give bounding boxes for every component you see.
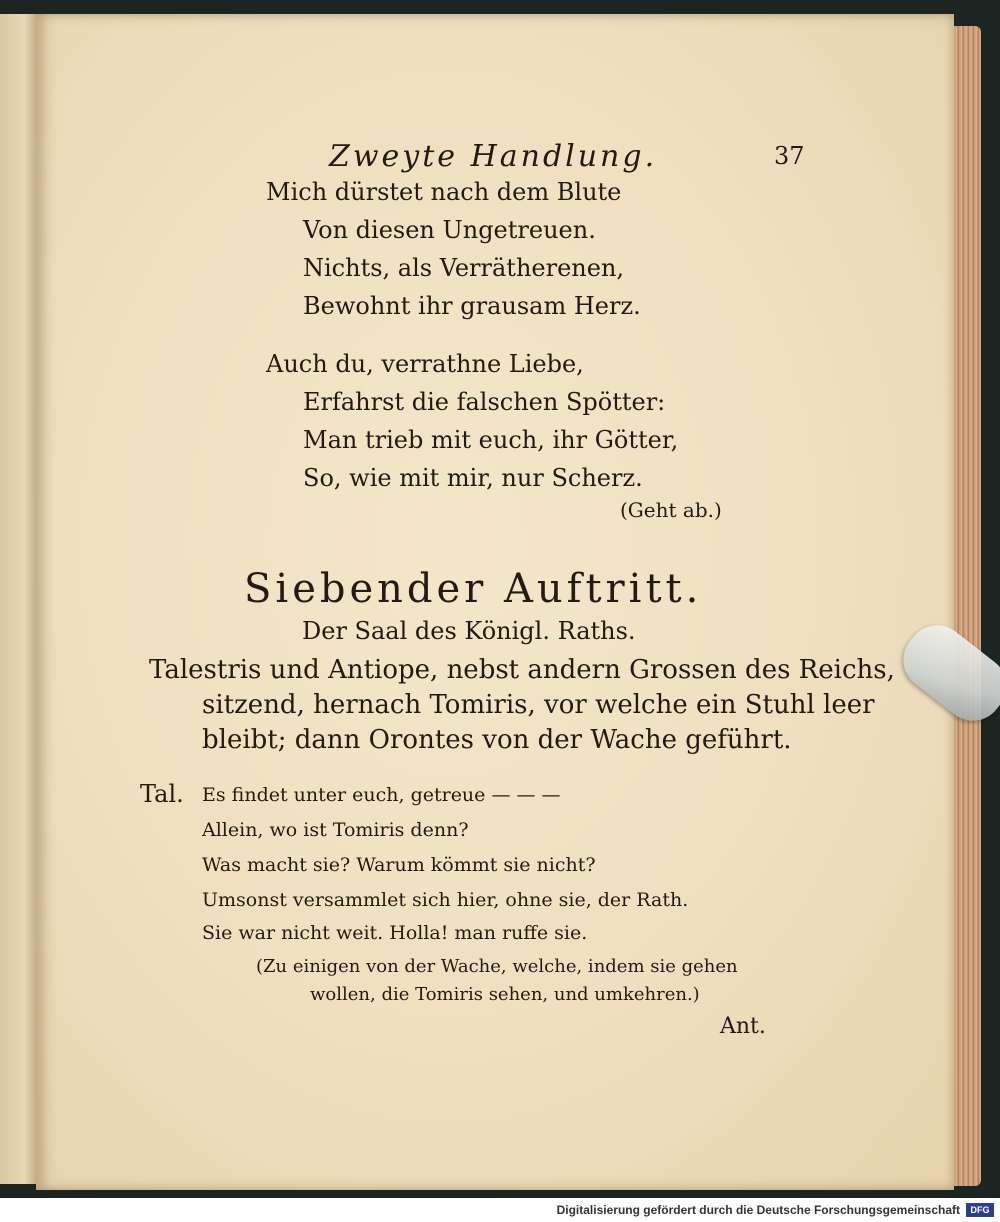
verse-line: Auch du, verrathne Liebe, (266, 350, 584, 378)
cast-line: Talestris und Antiope, nebst andern Grossen des Reichs, (149, 655, 895, 685)
exit-direction: (Geht ab.) (620, 498, 722, 522)
catchword: Ant. (720, 1014, 766, 1039)
scene-place: Der Saal des Königl. Raths. (302, 617, 636, 645)
stage-direction: wollen, die Tomiris sehen, und umkehren.) (310, 984, 700, 1005)
dfg-logo-icon: DFG (966, 1203, 994, 1217)
dialogue-line: Allein, wo ist Tomiris denn? (202, 819, 469, 841)
verse-line: Bewohnt ihr grausam Herz. (303, 292, 641, 320)
dialogue-line: Sie war nicht weit. Holla! man ruffe sie. (202, 922, 588, 944)
book-page (36, 14, 954, 1190)
left-page-edge (0, 14, 40, 1184)
verse-line: So, wie mit mir, nur Scherz. (303, 464, 643, 492)
dialogue-line: Es findet unter euch, getreue — — — (202, 784, 561, 806)
page-number: 37 (774, 142, 805, 170)
scene-title: Siebender Auftritt. (244, 566, 703, 612)
speaker-label: Tal. (140, 780, 184, 808)
funding-note: Digitalisierung gefördert durch die Deutsche Forschungsgemeinschaft (556, 1203, 960, 1217)
verse-line: Erfahrst die falschen Spötter: (303, 388, 666, 416)
verse-line: Von diesen Ungetreuen. (303, 216, 596, 244)
dialogue-line: Umsonst versammlet sich hier, ohne sie, der Rath. (202, 889, 689, 911)
running-head: Zweyte Handlung. (329, 139, 658, 174)
cast-line: bleibt; dann Orontes von der Wache geführt. (202, 725, 792, 755)
verse-line: Nichts, als Verrätherenen, (303, 254, 625, 282)
verse-line: Man trieb mit euch, ihr Götter, (303, 426, 679, 454)
cast-line: sitzend, hernach Tomiris, vor welche ein Stuhl leer (202, 690, 875, 720)
verse-line: Mich dürstet nach dem Blute (266, 178, 622, 206)
stage-direction: (Zu einigen von der Wache, welche, indem sie gehen (256, 956, 738, 977)
dialogue-line: Was macht sie? Warum kömmt sie nicht? (202, 854, 596, 876)
